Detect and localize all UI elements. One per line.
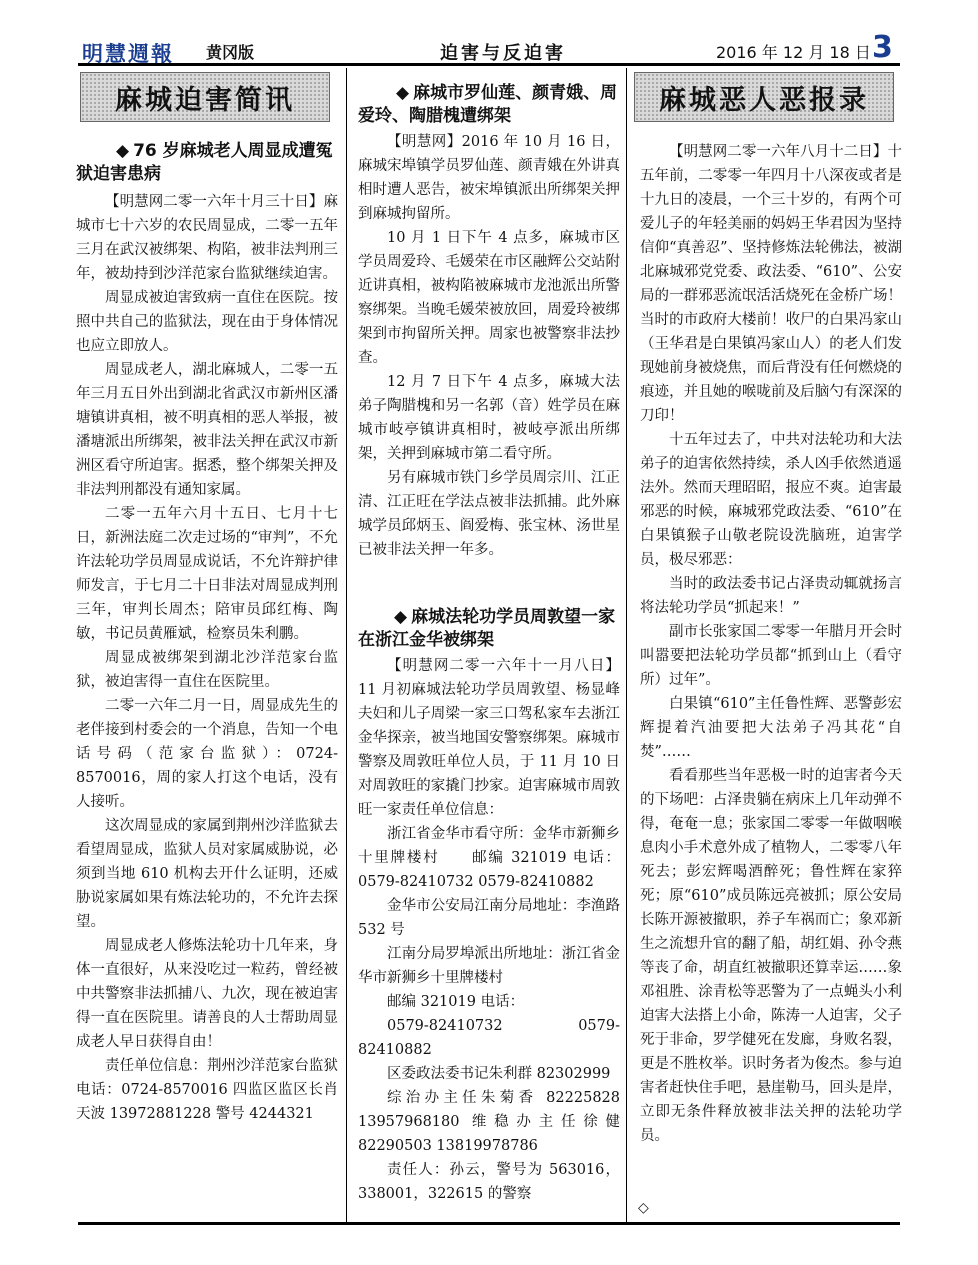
paragraph: 周显成老人，湖北麻城人，二零一五年三月五日外出到湖北省武汉市新州区潘塘镇讲真相，被不明真相的恶人举报，被潘塘派出所绑架，被非法关押在武汉市新洲区看守所迫害。据悉，整个绑架关押及非法判刑都没有通知家属。 [76, 362, 338, 498]
article4-body [640, 140, 902, 1148]
paragraph: 浙江省金华市看守所：金华市新狮乡十里牌楼村 邮编 321019 电话：0579-82410732 0579-82410882 [358, 826, 620, 890]
article2-headline [358, 82, 620, 128]
paragraph: 白果镇“610”主任鲁性辉、恶警彭宏辉提着汽油要把大法弟子冯其花“自焚”…… [640, 696, 902, 760]
issue-date: 2016 年 12 月 18 日 [716, 43, 871, 62]
page-header [0, 30, 978, 66]
paragraph: 10 月 1 日下午 4 点多，麻城市区学员周爱玲、毛媛荣在市区融辉公交站附近讲真相，被构陷被麻城市龙池派出所警察绑架。当晚毛媛荣被放回，周爱玲被绑架到市拘留所关押。周家也被警察非法抄查。 [358, 230, 620, 366]
article2-body [358, 130, 620, 562]
article3-headline-text: 麻城法轮功学员周敦望一家在浙江金华被绑架 [358, 607, 616, 650]
edition-label: 黄冈版 [206, 43, 255, 62]
column-title-left: 麻城迫害简讯 [80, 72, 330, 122]
diamond-icon: ◆ [396, 83, 410, 103]
paragraph: 12 月 7 日下午 4 点多，麻城大法弟子陶腊槐和另一名郭（音）姓学员在麻城市岐亭镇讲真相时，被岐亭派出所绑架，关押到麻城市第二看守所。 [358, 374, 620, 462]
paragraph: 责任人：孙云，警号为 563016，338001，322615 的警察 [358, 1162, 620, 1202]
paragraph: 江南分局罗埠派出所地址：浙江省金华市新狮乡十里牌楼村 [358, 946, 620, 986]
end-mark: ◇ [638, 1200, 649, 1216]
paragraph: 综治办主任朱菊香 82225828 13957968180 维稳办主任徐健 82290503 13819978786 [358, 1090, 620, 1154]
paragraph: 【明慧网二零一六年十一月八日】11 月初麻城法轮功学员周敦望、杨显峰夫妇和儿子周梁一家三口驾私家车去浙江金华探亲，被当地国安警察绑架。麻城市警察及周敦旺单位人员，于 11 月 10 日对周敦旺的家撬门抄家。迫害麻城市周敦旺一家责任单位信息： [358, 658, 620, 818]
paragraph: 【明慧网二零一六年八月十二日】十五年前，二零零一年四月十八深夜或者是十九日的凌晨，一个三十岁的，有两个可爱儿子的年轻美丽的妈妈王华君因为坚持信仰“真善忍”、坚持修炼法轮佛法，被湖北麻城邪党党委、政法委、“610”、公安局的一群邪恶流氓活活烧死在金桥广场！当时的市政府大楼前！收尸的白果冯家山（王华君是白果镇冯家山人）的老人们发现她前身被烧焦，而后背没有任何燃烧的痕迹，并且她的喉咙前及后脑勺有深深的刀印！ [640, 144, 902, 424]
paragraph: 金华市公安局江南分局地址：李渔路 532 号 [358, 898, 620, 938]
paragraph: 【明慧网二零一六年十月三十日】麻城市七十六岁的农民周显成，二零一五年三月在武汉被绑架、构陷，被非法判刑三年，被劫持到沙洋范家台监狱继续迫害。 [76, 194, 338, 282]
paragraph: 这次周显成的家属到荆州沙洋监狱去看望周显成，监狱人员对家属威胁说，必须到当地 610 机构去开什么证明，还威胁说家属如果有炼法轮功的，不允许去探望。 [76, 818, 338, 930]
paragraph: 副市长张家国二零零一年腊月开会时叫嚣要把法轮功学员都“抓到山上（看守所）过年”。 [640, 624, 902, 688]
paragraph: 邮编 321019 电话： [387, 994, 525, 1010]
paragraph: 二零一五年六月十五日、七月十七日，新洲法庭二次走过场的“审判”，不允许法轮功学员周显成说话，不允许辩护律师发言，于七月二十日非法对周显成判刑三年，审判长周杰；陪审员邱红梅、陶敏，书记员黄雁斌，检察员朱利鹏。 [76, 506, 338, 642]
diamond-icon: ◆ [116, 141, 130, 161]
column-divider-left [346, 68, 347, 1223]
paragraph: 周显成被迫害致病一直住在医院。按照中共自己的监狱法，现在由于身体情况也应立即放人。 [76, 290, 338, 354]
paragraph: 【明慧网】2016 年 10 月 16 日，麻城宋埠镇学员罗仙莲、颜青娥在外讲真相时遭人恶告，被宋埠镇派出所绑架关押到麻城拘留所。 [358, 134, 620, 222]
masthead-brand: 明慧週報 [82, 42, 174, 66]
article1-body [76, 190, 338, 1126]
paragraph: 十五年过去了，中共对法轮功和大法弟子的迫害依然持续，杀人凶手依然逍遥法外。然而天理昭昭，报应不爽。迫害最邪恶的时候，麻城邪党政法委、“610”在白果镇猴子山敬老院设洗脑班，迫害学员，极尽邪恶： [640, 432, 902, 568]
paragraph: 周显成老人修炼法轮功十几年来，身体一直很好，从来没吃过一粒药，曾经被中共警察非法抓捕八、九次，现在被迫害得一直在医院里。请善良的人士帮助周显成老人早日获得自由！ [76, 938, 338, 1050]
footer-rule [78, 1222, 900, 1225]
article1-headline [76, 140, 338, 186]
article2-headline-text: 麻城市罗仙莲、颜青娥、周爱玲、陶腊槐遭绑架 [358, 83, 618, 126]
page-number: 3 [872, 30, 893, 65]
paragraph: 当时的政法委书记占泽贵动辄就扬言将法轮功学员“抓起来！” [640, 576, 902, 616]
article3-body [358, 654, 620, 1206]
section-title: 迫害与反迫害 [440, 43, 566, 64]
paragraph: 区委政法委书记朱利群 82302999 [387, 1066, 611, 1082]
article3-headline [358, 606, 620, 652]
diamond-icon: ◆ [394, 607, 408, 627]
paragraph: 二零一六年二月一日，周显成先生的老伴接到村委会的一个消息，告知一个电话号码（范家台监狱）：0724-8570016，周的家人打这个电话，没有人接听。 [76, 698, 338, 810]
paragraph: 责任单位信息：荆州沙洋范家台监狱电话：0724-8570016 四监区监区长肖天波 13972881228 警号 4244321 [76, 1058, 338, 1122]
column-divider-right [626, 68, 627, 1223]
header-rule [78, 63, 900, 66]
paragraph: 另有麻城市铁门乡学员周宗川、江正清、江正旺在学法点被非法抓捕。此外麻城学员邱炳玉、阎爱梅、张宝林、汤世星已被非法关押一年多。 [358, 470, 620, 558]
column-title-right: 麻城恶人恶报录 [634, 72, 894, 122]
paragraph: 周显成被绑架到湖北沙洋范家台监狱，被迫害得一直住在医院里。 [76, 650, 338, 690]
paragraph: 0579-82410732 0579-82410882 [358, 1018, 620, 1058]
paragraph: 看看那些当年恶极一时的迫害者今天的下场吧：占泽贵躺在病床上几年动弹不得，奄奄一息；张家国二零零一年做咽喉息肉小手术意外成了植物人，二零零八年死去；彭宏辉喝酒醉死；鲁性辉在家猝死；原“610”成员陈远亮被抓；原公安局长陈开源被撤职，养子车祸而亡；象邓新生之流想升官的翻了船，胡红娟、孙令燕等丧了命，胡直红被撤职还算幸运……象邓祖胜、涂青松等恶警为了一点蝇头小利迫害大法搭上小命，陈涛一人迫害，父子死于非命，罗学健死在发廊，身败名裂，更是不胜枚举。识时务者为俊杰。参与迫害者赶快住手吧，悬崖勒马，回头是岸，立即无条件释放被非法关押的法轮功学员。 [640, 768, 902, 1144]
article1-headline-text: 76 岁麻城老人周显成遭冤狱迫害患病 [76, 141, 333, 184]
